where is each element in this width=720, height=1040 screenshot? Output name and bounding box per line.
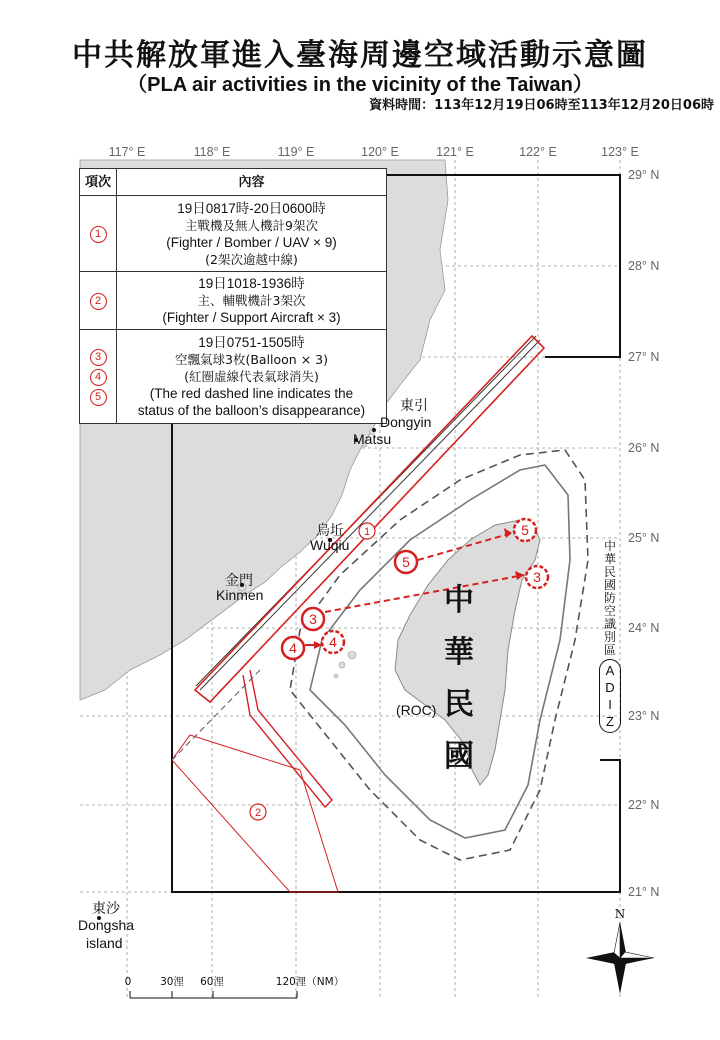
legend-row-3: 3 4 5 19日0751-1505時 空飄氣球3枚(Balloon × 3) (紅圈虛線代表氣球消失) (The red dashed line indicates the status of the balloon’s disappearance) [80,330,387,424]
legend-header-item: 項次 [80,169,117,196]
svg-text:5: 5 [402,554,410,570]
label-kinmen-en: Kinmen [216,587,264,603]
svg-text:60浬: 60浬 [200,976,224,988]
svg-text:120浬（NM）: 120浬（NM） [275,976,345,988]
legend-header-content: 內容 [117,169,387,196]
label-dongsha-island: island [86,935,123,951]
label-dongsha-en: Dongsha [78,917,135,933]
label-adiz: 中 華 民 國 防 空 識 別 區 A D I Z [599,540,621,733]
svg-text:30浬: 30浬 [160,976,184,988]
svg-text:0: 0 [124,976,132,988]
latitude-labels [628,168,659,899]
svg-text:N: N [614,907,626,921]
svg-text:3: 3 [533,569,541,585]
svg-text:120° E: 120° E [361,145,399,159]
legend-row-1: 1 19日0817時-20日0600時 主戰機及無人機計9架次 (Fighter / Bomber / UAV × 9) (2架次逾越中線) [80,196,387,272]
legend-table [79,168,387,424]
marker-4-start [282,637,304,659]
svg-text:22° N: 22° N [628,798,660,812]
svg-text:5: 5 [521,522,529,538]
svg-text:21° N: 21° N [628,885,660,899]
scale-bar [130,991,297,998]
svg-text:1: 1 [363,526,371,538]
compass-rose [586,907,654,994]
label-dongyin-cn: 東引 [400,397,428,413]
legend-marker-5: 5 [90,389,107,406]
svg-text:118° E: 118° E [193,145,231,159]
map-subtitle: （PLA air activities in the vicinity of the Taiwan） [127,74,593,96]
svg-text:117° E: 117° E [108,145,146,159]
svg-text:27° N: 27° N [628,350,660,364]
svg-text:123° E: 123° E [601,145,639,159]
longitude-labels [109,145,639,159]
label-wuqiu-cn: 烏坵 [316,522,344,538]
label-kinmen-cn: 金門 [225,572,253,588]
marker-1 [359,523,375,539]
map-title: 中共解放軍進入臺海周邊空域活動示意圖 [72,38,648,73]
marker-3-start [302,608,324,630]
legend-marker-1: 1 [90,226,107,243]
svg-text:28° N: 28° N [628,259,660,273]
svg-text:29° N: 29° N [628,168,660,182]
legend-row-2: 2 19日1018-1936時 主、輔戰機計3架次 (Fighter / Support Aircraft × 3) [80,272,387,330]
svg-text:122° E: 122° E [519,145,557,159]
svg-text:26° N: 26° N [628,441,660,455]
svg-text:4: 4 [289,640,297,656]
svg-text:3: 3 [309,611,317,627]
marker-2 [250,804,266,820]
marker-3-end [526,566,548,588]
svg-text:25° N: 25° N [628,531,660,545]
label-dongyin-en: Dongyin [380,414,432,430]
svg-text:23° N: 23° N [628,709,660,723]
legend-marker-3: 3 [90,349,107,366]
svg-text:2: 2 [254,807,262,819]
data-time: 資料時間：113年12月19日06時至113年12月20日06時 [369,98,714,113]
label-roc-en: (ROC) [396,702,437,718]
label-matsu: Matsu [353,431,392,447]
svg-text:4: 4 [329,634,337,650]
marker-4-end [322,631,344,653]
label-wuqiu-en: Wuqiu [310,537,350,553]
label-dongsha-cn: 東沙 [92,900,120,916]
activity-area-2 [243,670,332,807]
svg-text:121° E: 121° E [436,145,474,159]
label-roc-cn: 中 華 民 國 [444,583,474,774]
marker-5-start [395,551,417,573]
svg-text:119° E: 119° E [277,145,315,159]
legend-marker-4: 4 [90,369,107,386]
marker-5-end [514,519,536,541]
svg-text:24° N: 24° N [628,621,660,635]
legend-marker-2: 2 [90,293,107,310]
